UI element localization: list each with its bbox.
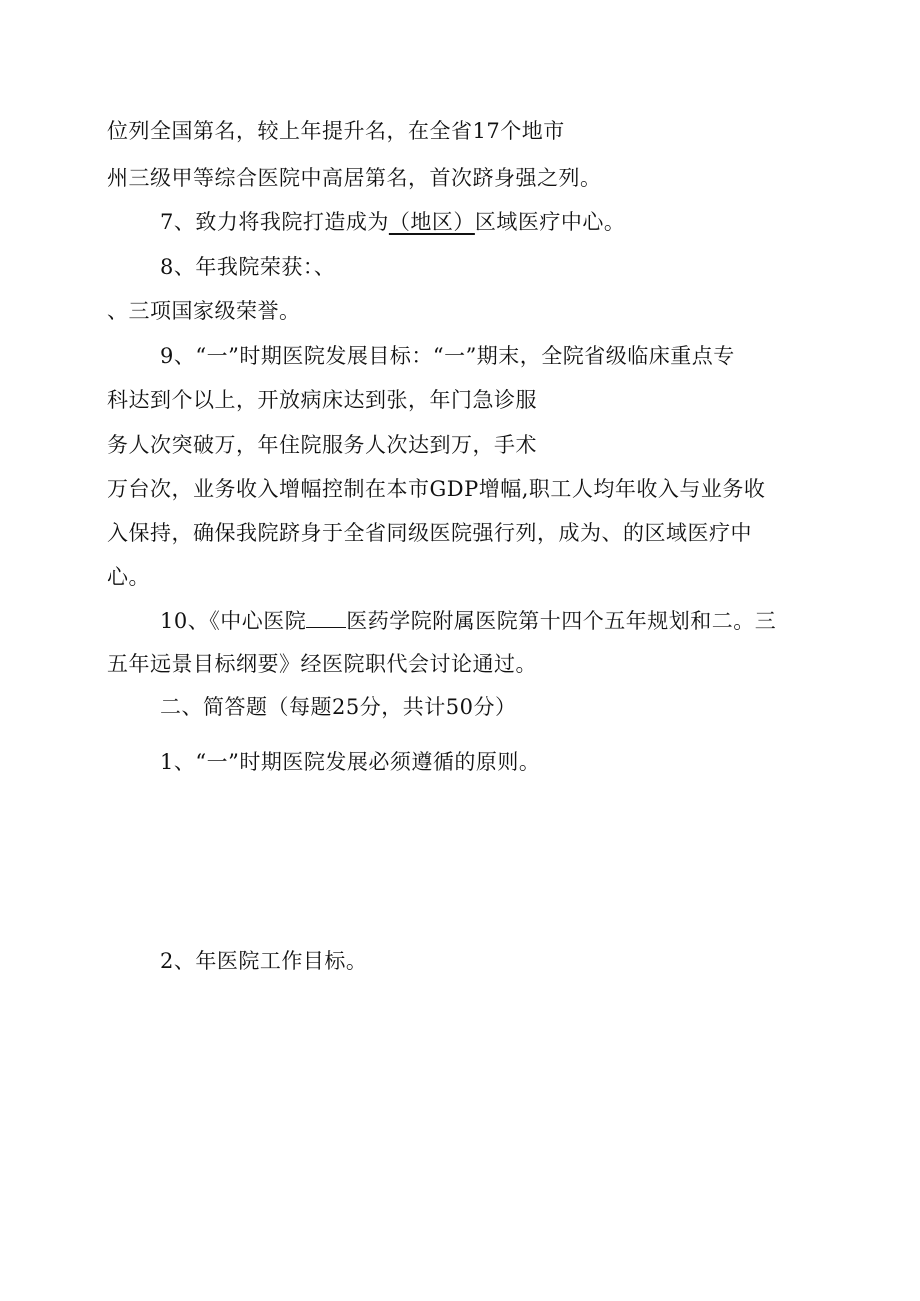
text-line: 万台次，业务收入增幅控制在本市GDP增幅,职工人均年收入与业务收 <box>107 477 766 501</box>
item-10-prefix: 10、《中心医院 <box>160 609 307 633</box>
question-2: 2、年医院工作目标。 <box>160 949 368 973</box>
item-10-suffix: 医药学院附属医院第十四个五年规划和二。三 <box>346 609 777 633</box>
text-line: 入保持，确保我院跻身于全省同级医院强行列，成为、的区域医疗中 <box>107 521 752 545</box>
text-line: 心。 <box>107 565 150 589</box>
question-1: 1、“一”时期医院发展必须遵循的原则。 <box>160 750 541 774</box>
text-line: 务人次突破万，年住院服务人次达到万，手术 <box>107 433 537 457</box>
item-8-line: 8、年我院荣获：、 <box>160 255 336 279</box>
item-9-line: 9、“一”时期医院发展目标：“一”期末，全院省级临床重点专 <box>160 344 735 368</box>
item-7-underlined: （地区） <box>388 210 475 234</box>
text-line: 州三级甲等综合医院中高居第名，首次跻身强之列。 <box>107 166 602 190</box>
item-7-line <box>160 208 625 236</box>
text-line: 位列全国第名，较上年提升名，在全省17个地市 <box>107 119 565 143</box>
section-heading: 二、简答题（每题25分，共计50分） <box>160 695 517 719</box>
text-line: 科达到个以上，开放病床达到张，年门急诊服 <box>107 388 537 412</box>
text-line: 、三项国家级荣誉。 <box>107 299 301 323</box>
item-7-suffix: 区域医疗中心。 <box>474 210 626 234</box>
item-7-prefix: 7、致力将我院打造成为 <box>160 210 389 234</box>
text-line: 五年远景目标纲要》经医院职代会讨论通过。 <box>107 652 537 676</box>
blank-underline <box>306 607 346 628</box>
item-10-line <box>160 607 776 635</box>
